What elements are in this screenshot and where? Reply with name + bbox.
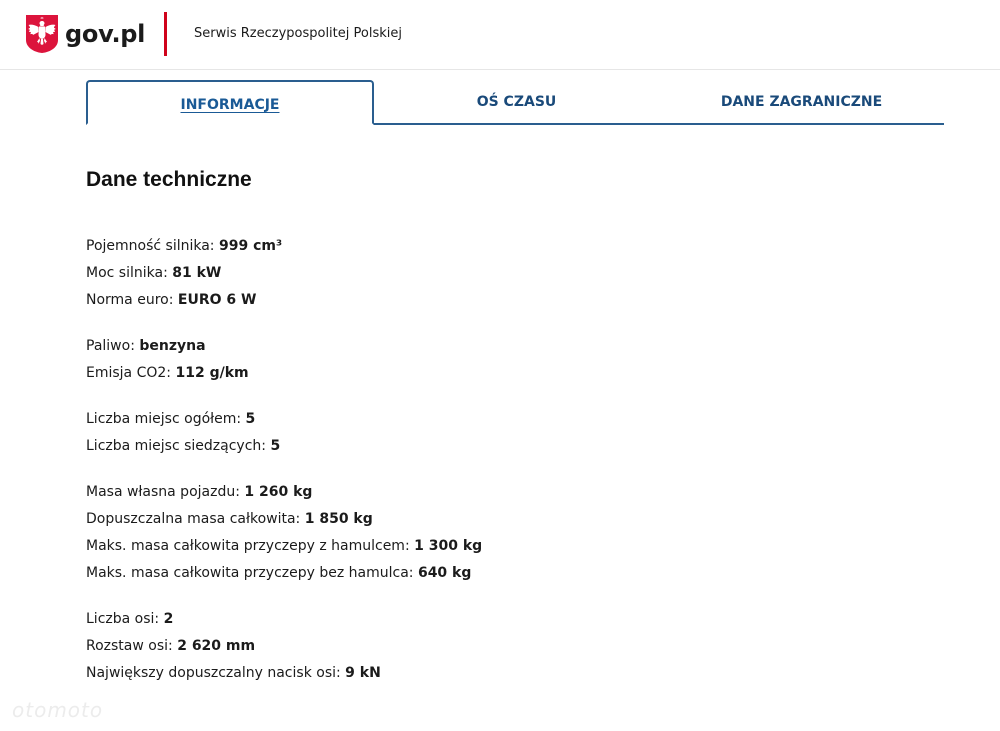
tab-dane-zagraniczne[interactable]	[659, 80, 944, 123]
tab-informacje[interactable]	[86, 80, 374, 125]
technical-data-list	[86, 233, 786, 706]
tab-informacje-label: INFORMACJE	[180, 96, 280, 113]
spec-label: Pojemność silnika:	[86, 238, 219, 254]
spec-label: Masa własna pojazdu:	[86, 484, 245, 500]
tab-bar	[86, 80, 944, 125]
spec-row-max-weight	[86, 506, 786, 533]
spec-label: Norma euro:	[86, 292, 178, 308]
spec-label: Dopuszczalna masa całkowita:	[86, 511, 305, 527]
polish-eagle-emblem-icon	[25, 14, 59, 54]
tab-os-czasu-label: OŚ CZASU	[476, 93, 557, 110]
spec-value: 5	[270, 438, 281, 454]
spec-row-axles	[86, 606, 786, 633]
spec-label: Maks. masa całkowita przyczepy z hamulcem:	[86, 538, 415, 554]
gov-pl-logo-link[interactable]	[25, 13, 145, 55]
spec-value: 999 cm³	[218, 238, 283, 254]
spec-row-euro-norm	[86, 287, 786, 314]
spec-label: Rozstaw osi:	[86, 638, 178, 654]
spec-label: Największy dopuszczalny nacisk osi:	[86, 665, 346, 681]
seats-group	[86, 406, 786, 460]
spec-row-axle-load	[86, 660, 786, 687]
spec-value: EURO 6 W	[177, 292, 257, 308]
spec-label: Liczba osi:	[86, 611, 164, 627]
spec-row-co2	[86, 360, 786, 387]
spec-label: Moc silnika:	[86, 265, 173, 281]
spec-row-seats-total	[86, 406, 786, 433]
spec-value: 1 300 kg	[414, 538, 483, 554]
spec-row-fuel	[86, 333, 786, 360]
logo-text: gov.pl	[65, 20, 146, 48]
spec-label: Maks. masa całkowita przyczepy bez hamulca:	[86, 565, 418, 581]
service-name: Serwis Rzeczypospolitej Polskiej	[194, 26, 402, 41]
spec-value: 5	[245, 411, 256, 427]
site-header	[0, 0, 1000, 70]
spec-label: Liczba miejsc siedzących:	[86, 438, 271, 454]
spec-value: 2	[163, 611, 174, 627]
spec-row-wheelbase	[86, 633, 786, 660]
axles-group	[86, 606, 786, 687]
spec-value: benzyna	[139, 338, 206, 354]
spec-row-seats-sitting	[86, 433, 786, 460]
mass-group	[86, 479, 786, 587]
header-divider	[164, 12, 167, 56]
spec-value: 2 620 mm	[177, 638, 256, 654]
spec-value: 112 g/km	[175, 365, 249, 381]
tab-os-czasu[interactable]	[374, 80, 659, 123]
spec-value: 1 260 kg	[244, 484, 313, 500]
spec-value: 640 kg	[417, 565, 472, 581]
section-title: Dane techniczne	[86, 168, 252, 191]
spec-row-curb-weight	[86, 479, 786, 506]
spec-value: 9 kN	[345, 665, 381, 681]
spec-row-engine-power	[86, 260, 786, 287]
tab-dane-zagraniczne-label: DANE ZAGRANICZNE	[720, 93, 883, 110]
spec-label: Emisja CO2:	[86, 365, 176, 381]
engine-group	[86, 233, 786, 314]
spec-row-trailer-unbraked	[86, 560, 786, 587]
spec-value: 81 kW	[172, 265, 222, 281]
spec-row-engine-capacity	[86, 233, 786, 260]
watermark: otomoto	[12, 698, 104, 722]
spec-row-trailer-braked	[86, 533, 786, 560]
spec-label: Liczba miejsc ogółem:	[86, 411, 246, 427]
fuel-group	[86, 333, 786, 387]
spec-value: 1 850 kg	[304, 511, 373, 527]
spec-label: Paliwo:	[86, 338, 140, 354]
